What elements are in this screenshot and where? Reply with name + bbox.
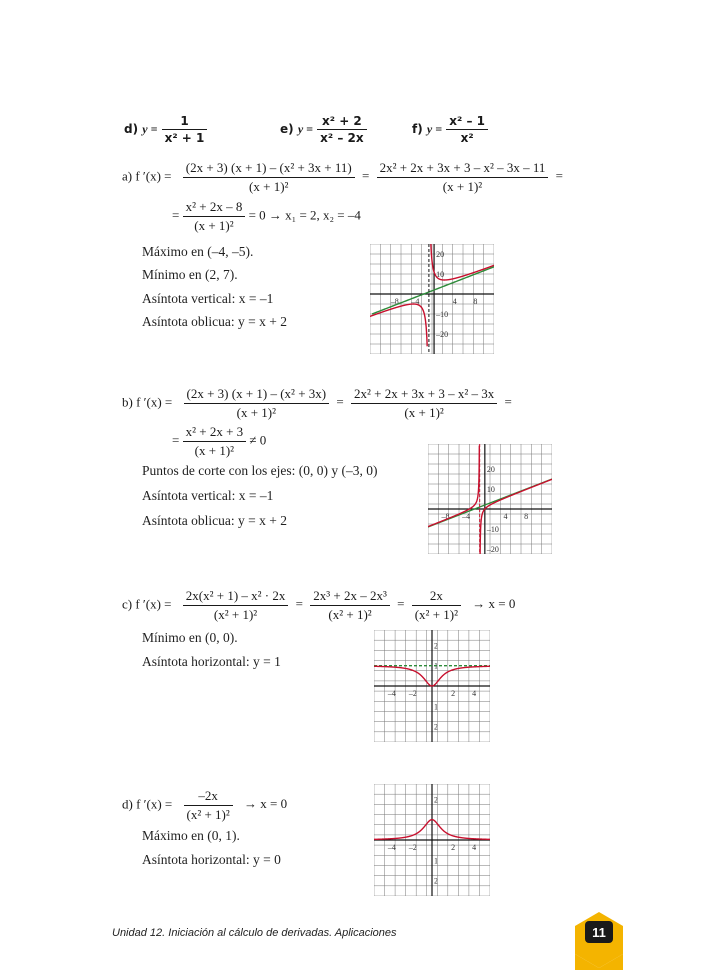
exercise-f-header (412, 114, 488, 145)
lhs: y = (142, 122, 158, 136)
y-tick-label: 2 (434, 795, 438, 805)
y-tick-label: 20 (436, 250, 445, 259)
equals: = (555, 168, 563, 184)
numerator: 2x² + 2x + 3x + 3 – x² – 3x – 11 (377, 160, 549, 178)
exercise-d-header (124, 114, 207, 145)
fraction (317, 114, 366, 145)
y-tick-label: –20 (436, 330, 449, 339)
y-tick-label: 2 (434, 876, 438, 886)
fraction-1 (183, 160, 355, 195)
x-tick-label: 2 (451, 689, 456, 698)
part-a-label: a) f ′(x) = (122, 168, 172, 184)
x-tick-label: –8 (390, 297, 399, 306)
equals: = (361, 168, 370, 184)
lhs: y = (426, 122, 443, 136)
equals: = (295, 596, 303, 612)
label: d) (124, 122, 139, 136)
footer-unit-title: Unidad 12. Iniciación al cálculo de derivadas. Aplicaciones (112, 927, 397, 939)
part-b-text-3: Asíntota oblicua: y = x + 2 (142, 513, 287, 528)
part-c-label: c) f ′(x) = (122, 596, 172, 612)
x-tick-label: –8 (441, 512, 450, 521)
numerator: x² + 2x + 3 (183, 424, 247, 442)
denominator: (x² + 1)² (414, 607, 459, 622)
part-b-derivative-line1 (122, 386, 512, 421)
numerator: 2x(x² + 1) – x² · 2x (183, 588, 289, 606)
x-tick-label: 4 (503, 512, 508, 521)
equals: = (172, 207, 180, 223)
y-tick-label: 10 (486, 485, 495, 494)
numerator: 1 (162, 114, 208, 130)
part-a-derivative-line1 (122, 160, 563, 195)
denominator: (x² + 1)² (186, 807, 230, 822)
denominator: (x + 1)² (236, 405, 276, 420)
part-b-label: b) f ′(x) = (122, 394, 173, 410)
y-tick-label: –10 (486, 525, 499, 534)
equals: = (504, 394, 512, 410)
numerator: x² + 2x – 8 (183, 199, 246, 217)
y-tick-label: 10 (436, 270, 445, 279)
part-c-graph (374, 630, 490, 742)
denominator: (x + 1)² (442, 179, 483, 194)
part-d-graph (374, 784, 490, 896)
part-a-text-3: Asíntota vertical: x = –1 (142, 291, 274, 306)
denominator: x² (460, 131, 474, 145)
numerator: 2x³ + 2x – 2x³ (310, 588, 390, 606)
part-d-text-1: Máximo en (0, 1). (142, 828, 240, 843)
equals: = (172, 432, 180, 448)
numerator: 2x (412, 588, 461, 606)
part-d-label: d) f ′(x) = (122, 796, 173, 812)
y-tick-label: 2 (434, 722, 438, 732)
equals: = (397, 596, 405, 612)
fraction-3 (183, 424, 247, 459)
denominator: x² – 2x (320, 131, 364, 145)
fraction-1 (184, 386, 330, 421)
numerator: x² – 1 (446, 114, 488, 130)
part-d-derivative (122, 788, 287, 823)
exercise-e-header (280, 114, 367, 145)
x-tick-label: –2 (408, 689, 417, 698)
x-tick-label: 4 (472, 689, 477, 698)
numerator: 2x² + 2x + 3x + 3 – x² – 3x (351, 386, 497, 404)
fraction-2 (377, 160, 549, 195)
part-b-graph (428, 444, 552, 554)
x-tick-label: 2 (451, 843, 456, 852)
fraction-2 (351, 386, 497, 421)
y-tick-label: 2 (434, 641, 438, 651)
part-b-text-1: Puntos de corte con los ejes: (0, 0) y (–3, 0) (142, 463, 378, 478)
numerator: (2x + 3) (x + 1) – (x² + 3x) (184, 386, 330, 404)
part-a-text-2: Mínimo en (2, 7). (142, 267, 238, 282)
oblique-asymptote-line (372, 266, 494, 314)
y-tick-label: 20 (486, 465, 495, 474)
part-c-text-2: Asíntota horizontal: y = 1 (142, 654, 281, 669)
fraction-1 (184, 788, 233, 823)
fraction-3 (183, 199, 246, 234)
y-tick-label: 1 (434, 702, 438, 712)
x-tick-label: –4 (387, 689, 396, 698)
part-a-graph (370, 244, 494, 354)
fraction-2 (310, 588, 390, 623)
numerator: (2x + 3) (x + 1) – (x² + 3x + 11) (183, 160, 355, 178)
x-tick-label: –4 (387, 843, 396, 852)
part-c-text-1: Mínimo en (0, 0). (142, 630, 238, 645)
y-tick-label: 1 (434, 661, 438, 671)
critical-point: → x = 0 (244, 796, 288, 812)
part-a-text-1: Máximo en (–4, –5). (142, 244, 254, 259)
part-a-text-4: Asíntota oblicua: y = x + 2 (142, 314, 287, 329)
x-tick-label: 4 (452, 297, 457, 306)
denominator: x² + 1 (164, 131, 205, 145)
critical-points: = 0 → x₁ = 2, x₂ = –4 (248, 207, 361, 223)
part-a-derivative-line2 (172, 199, 361, 234)
x-tick-label: 8 (524, 512, 529, 521)
denominator: (x + 1)² (404, 405, 444, 420)
fraction (162, 114, 208, 145)
lhs: y = (297, 122, 313, 136)
denominator: (x² + 1)² (328, 607, 372, 622)
function-curve-left (370, 304, 427, 346)
label: f) (412, 122, 423, 136)
fraction-3 (412, 588, 461, 623)
y-tick-label: 1 (434, 856, 438, 866)
numerator: x² + 2 (317, 114, 366, 130)
equals: = (336, 394, 344, 410)
x-tick-label: 4 (472, 843, 477, 852)
x-tick-label: –2 (408, 843, 417, 852)
part-b-text-2: Asíntota vertical: x = –1 (142, 488, 274, 503)
y-tick-label: –20 (486, 545, 499, 554)
denominator: (x + 1)² (249, 179, 289, 194)
denominator: (x² + 1)² (213, 607, 258, 622)
page-number: 11 (592, 925, 606, 940)
page-number-badge (573, 910, 625, 972)
label: e) (280, 122, 294, 136)
y-tick-label: –10 (436, 310, 449, 319)
x-tick-label: –4 (411, 297, 420, 306)
part-d-text-2: Asíntota horizontal: y = 0 (142, 852, 281, 867)
denominator: (x + 1)² (194, 218, 234, 233)
not-zero: ≠ 0 (249, 432, 267, 448)
function-curve-left (428, 446, 479, 529)
fraction (446, 114, 488, 145)
critical-point: → x = 0 (472, 596, 516, 612)
numerator: –2x (184, 788, 233, 806)
x-tick-label: –4 (462, 512, 471, 521)
x-tick-label: 8 (473, 297, 478, 306)
fraction-1 (183, 588, 289, 623)
part-b-derivative-line2 (172, 424, 266, 459)
denominator: (x + 1)² (194, 443, 235, 458)
part-c-derivative (122, 588, 515, 623)
